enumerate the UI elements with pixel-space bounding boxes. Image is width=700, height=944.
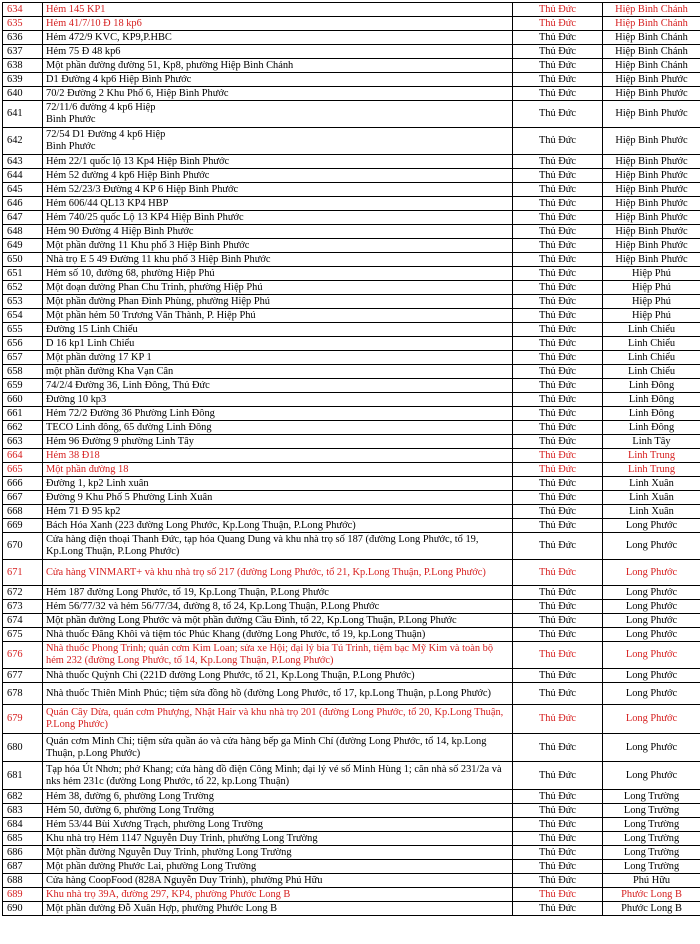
address-cell: Quán cơm Minh Chi; tiệm sửa quần áo và cửa hàng bếp ga Minh Chí (đường Long Phước, tổ 14, kp.Long Thuận, p.Long Phước) — [43, 734, 513, 762]
district-cell: Thủ Đức — [513, 449, 603, 463]
address-cell: một phần đường Kha Vạn Cân — [43, 365, 513, 379]
address-cell: Hẻm 52/23/3 Đường 4 KP 6 Hiệp Bình Phước — [43, 183, 513, 197]
table-row — [3, 705, 700, 734]
table-row — [3, 379, 700, 393]
address-cell: Hẻm số 10, đường 68, phường Hiệp Phú — [43, 267, 513, 281]
table-row — [3, 309, 700, 323]
district-cell: Thủ Đức — [513, 435, 603, 449]
district-cell: Thủ Đức — [513, 860, 603, 874]
address-cell: Một phần hẻm 50 Trương Văn Thành, P. Hiệp Phú — [43, 309, 513, 323]
table-row — [3, 860, 700, 874]
row-number: 651 — [3, 267, 43, 281]
address-cell: Nhà trọ E 5 49 Đường 11 khu phố 3 Hiệp Bình Phước — [43, 253, 513, 267]
address-cell: Một phần đường 11 Khu phố 3 Hiệp Bình Phước — [43, 239, 513, 253]
address-cell: Hẻm 53/44 Bùi Xương Trạch, phường Long Trường — [43, 818, 513, 832]
address-cell: Hẻm 187 đường Long Phước, tổ 19, Kp.Long Thuận, P.Long Phước — [43, 586, 513, 600]
row-number: 690 — [3, 902, 43, 916]
district-cell: Thủ Đức — [513, 281, 603, 295]
row-number: 637 — [3, 45, 43, 59]
ward-cell: Linh Chiểu — [603, 351, 700, 365]
district-cell: Thủ Đức — [513, 846, 603, 860]
district-cell: Thủ Đức — [513, 818, 603, 832]
ward-cell: Hiệp Bình Phước — [603, 197, 700, 211]
district-cell: Thủ Đức — [513, 683, 603, 705]
address-cell: Nhà thuốc Quỳnh Chi (221D đường Long Phước, tổ 21, Kp.Long Thuận, P.Long Phước) — [43, 669, 513, 683]
table-row — [3, 818, 700, 832]
ward-cell: Hiệp Bình Chánh — [603, 31, 700, 45]
ward-cell: Long Phước — [603, 628, 700, 642]
table-row — [3, 323, 700, 337]
ward-cell: Long Phước — [603, 683, 700, 705]
district-cell: Thủ Đức — [513, 225, 603, 239]
table-row — [3, 888, 700, 902]
ward-cell: Long Trường — [603, 804, 700, 818]
ward-cell: Long Trường — [603, 790, 700, 804]
table-row — [3, 734, 700, 762]
ward-cell: Linh Đông — [603, 421, 700, 435]
district-cell: Thủ Đức — [513, 705, 603, 734]
table-row — [3, 393, 700, 407]
row-number: 670 — [3, 533, 43, 560]
row-number: 661 — [3, 407, 43, 421]
ward-cell: Long Trường — [603, 818, 700, 832]
address-cell: Một phần đường Nguyễn Duy Trinh, phường Long Trường — [43, 846, 513, 860]
row-number: 646 — [3, 197, 43, 211]
row-number: 641 — [3, 101, 43, 128]
ward-cell: Phước Long B — [603, 902, 700, 916]
address-cell: Hẻm 606/44 QL13 KP4 HBP — [43, 197, 513, 211]
district-cell: Thủ Đức — [513, 183, 603, 197]
address-cell: D1 Đường 4 kp6 Hiệp Bình Phước — [43, 73, 513, 87]
district-cell: Thủ Đức — [513, 477, 603, 491]
address-cell: 70/2 Đường 2 Khu Phố 6, Hiệp Bình Phước — [43, 87, 513, 101]
district-cell: Thủ Đức — [513, 560, 603, 586]
ward-cell: Linh Chiểu — [603, 323, 700, 337]
ward-cell: Long Trường — [603, 846, 700, 860]
district-cell: Thủ Đức — [513, 614, 603, 628]
table-row — [3, 560, 700, 586]
table-row — [3, 463, 700, 477]
ward-cell: Hiệp Bình Phước — [603, 128, 700, 155]
table-row — [3, 87, 700, 101]
district-cell: Thủ Đức — [513, 491, 603, 505]
row-number: 680 — [3, 734, 43, 762]
row-number: 654 — [3, 309, 43, 323]
address-cell: Hẻm 22/1 quốc lộ 13 Kp4 Hiệp Bình Phước — [43, 155, 513, 169]
table-row — [3, 586, 700, 600]
ward-cell: Long Phước — [603, 762, 700, 790]
ward-cell: Linh Trung — [603, 449, 700, 463]
address-cell: Cửa hàng VINMART+ và khu nhà trọ số 217 (đường Long Phước, tổ 21, Kp.Long Thuận, P.Long Phước) — [43, 560, 513, 586]
row-number: 645 — [3, 183, 43, 197]
ward-cell: Hiệp Phú — [603, 295, 700, 309]
table-row — [3, 600, 700, 614]
row-number: 665 — [3, 463, 43, 477]
district-cell: Thủ Đức — [513, 351, 603, 365]
district-cell: Thủ Đức — [513, 874, 603, 888]
row-number: 652 — [3, 281, 43, 295]
row-number: 634 — [3, 3, 43, 17]
address-cell: Một phần đường 18 — [43, 463, 513, 477]
address-cell: Quán Cây Dừa, quán cơm Phượng, Nhật Hair và khu nhà trọ 201 (đường Long Phước, tổ 20, Kp.Long Thuận, P.Long Phước) — [43, 705, 513, 734]
district-cell: Thủ Đức — [513, 3, 603, 17]
district-cell: Thủ Đức — [513, 669, 603, 683]
table-row — [3, 669, 700, 683]
row-number: 668 — [3, 505, 43, 519]
row-number: 686 — [3, 846, 43, 860]
district-cell: Thủ Đức — [513, 832, 603, 846]
table-row — [3, 267, 700, 281]
ward-cell: Hiệp Phú — [603, 309, 700, 323]
district-cell: Thủ Đức — [513, 519, 603, 533]
ward-cell: Linh Đông — [603, 379, 700, 393]
address-cell: Một phần đường 17 KP 1 — [43, 351, 513, 365]
ward-cell: Linh Chiểu — [603, 365, 700, 379]
row-number: 662 — [3, 421, 43, 435]
address-cell: Hẻm 740/25 quốc Lộ 13 KP4 Hiệp Bình Phước — [43, 211, 513, 225]
address-cell: Đường 15 Linh Chiểu — [43, 323, 513, 337]
table-row — [3, 281, 700, 295]
address-cell: 74/2/4 Đường 36, Linh Đông, Thủ Đức — [43, 379, 513, 393]
address-cell: Một phần đường Long Phước và một phần đường Cầu Đình, tổ 22, Kp.Long Thuận, P.Long Phước — [43, 614, 513, 628]
table-row — [3, 169, 700, 183]
row-number: 682 — [3, 790, 43, 804]
ward-cell: Linh Xuân — [603, 477, 700, 491]
ward-cell: Hiệp Bình Chánh — [603, 3, 700, 17]
address-cell: Hẻm 472/9 KVC, KP9,P.HBC — [43, 31, 513, 45]
ward-cell: Linh Xuân — [603, 505, 700, 519]
table-row — [3, 790, 700, 804]
ward-cell: Phú Hữu — [603, 874, 700, 888]
district-cell: Thủ Đức — [513, 169, 603, 183]
district-cell: Thủ Đức — [513, 309, 603, 323]
address-cell: Hẻm 50, đường 6, phường Long Trường — [43, 804, 513, 818]
row-number: 681 — [3, 762, 43, 790]
district-cell: Thủ Đức — [513, 197, 603, 211]
address-cell: Hẻm 38 Đ18 — [43, 449, 513, 463]
ward-cell: Long Phước — [603, 669, 700, 683]
table-row — [3, 421, 700, 435]
table-row — [3, 101, 700, 128]
district-cell: Thủ Đức — [513, 59, 603, 73]
district-cell: Thủ Đức — [513, 379, 603, 393]
district-cell: Thủ Đức — [513, 505, 603, 519]
ward-cell: Linh Đông — [603, 407, 700, 421]
row-number: 635 — [3, 17, 43, 31]
address-cell: Một phần đường Phan Đình Phùng, phường Hiệp Phú — [43, 295, 513, 309]
ward-cell: Linh Đông — [603, 393, 700, 407]
table-row — [3, 183, 700, 197]
table-row — [3, 31, 700, 45]
table-row — [3, 804, 700, 818]
table-row — [3, 225, 700, 239]
row-number: 683 — [3, 804, 43, 818]
ward-cell: Long Trường — [603, 832, 700, 846]
district-cell: Thủ Đức — [513, 239, 603, 253]
ward-cell: Hiệp Bình Phước — [603, 101, 700, 128]
address-cell: Đường 9 Khu Phố 5 Phường Linh Xuân — [43, 491, 513, 505]
row-number: 687 — [3, 860, 43, 874]
ward-cell: Linh Tây — [603, 435, 700, 449]
table-row — [3, 762, 700, 790]
table-row — [3, 155, 700, 169]
address-cell: TECO Linh đông, 65 đường Linh Đông — [43, 421, 513, 435]
district-cell: Thủ Đức — [513, 337, 603, 351]
district-cell: Thủ Đức — [513, 295, 603, 309]
address-cell: 72/11/6 đường 4 kp6 Hiệp Bình Phước — [43, 101, 513, 128]
row-number: 671 — [3, 560, 43, 586]
district-cell: Thủ Đức — [513, 533, 603, 560]
ward-cell: Long Phước — [603, 734, 700, 762]
table-row — [3, 628, 700, 642]
table-row — [3, 519, 700, 533]
table-row — [3, 337, 700, 351]
row-number: 674 — [3, 614, 43, 628]
row-number: 663 — [3, 435, 43, 449]
district-cell: Thủ Đức — [513, 804, 603, 818]
table-row — [3, 614, 700, 628]
row-number: 672 — [3, 586, 43, 600]
row-number: 675 — [3, 628, 43, 642]
row-number: 667 — [3, 491, 43, 505]
address-cell: Nhà thuốc Phong Trinh; quán cơm Kim Loan; sửa xe Hội; đại lý bia Tú Trinh, tiệm bạc Mỹ Kim và toàn bộ hẻm 232 (đường Long Phước, tổ 14, Kp.Long Thuận, P.Long Phước) — [43, 642, 513, 669]
table-row — [3, 505, 700, 519]
row-number: 677 — [3, 669, 43, 683]
table-row — [3, 211, 700, 225]
address-cell: Tạp hóa Út Nhơn; phở Khang; cửa hàng đồ điện Công Minh; đại lý vé số Minh Hùng 1; căn nhà số 231/2a và nks hẻm 231c (đường Long Phước, tổ 22, kp.Long Thuận) — [43, 762, 513, 790]
address-cell: Hẻm 52 đường 4 kp6 Hiệp Bình Phước — [43, 169, 513, 183]
address-cell: Một phần đường đường 51, Kp8, phường Hiệp Bình Chánh — [43, 59, 513, 73]
ward-cell: Hiệp Bình Phước — [603, 253, 700, 267]
address-cell: Bách Hóa Xanh (223 đường Long Phước, Kp.Long Thuận, P.Long Phước) — [43, 519, 513, 533]
ward-cell: Long Phước — [603, 519, 700, 533]
ward-cell: Linh Trung — [603, 463, 700, 477]
address-cell: Một đoạn đường Phan Chu Trinh, phường Hiệp Phú — [43, 281, 513, 295]
district-cell: Thủ Đức — [513, 73, 603, 87]
table-row — [3, 17, 700, 31]
address-cell: Cửa hàng điện thoại Thanh Đức, tạp hóa Quang Dung và khu nhà trọ số 187 (đường Long Phước, tổ 19, Kp.Long Thuận, P.Long Phước) — [43, 533, 513, 560]
ward-cell: Hiệp Phú — [603, 281, 700, 295]
district-cell: Thủ Đức — [513, 586, 603, 600]
district-cell: Thủ Đức — [513, 17, 603, 31]
district-cell: Thủ Đức — [513, 421, 603, 435]
address-cell: Hẻm 71 Đ 95 kp2 — [43, 505, 513, 519]
table-body — [3, 3, 700, 916]
district-cell: Thủ Đức — [513, 463, 603, 477]
table-row — [3, 683, 700, 705]
address-cell: Hẻm 96 Đường 9 phường Linh Tây — [43, 435, 513, 449]
district-cell: Thủ Đức — [513, 762, 603, 790]
ward-cell: Long Phước — [603, 533, 700, 560]
address-cell: Hẻm 145 KP1 — [43, 3, 513, 17]
row-number: 676 — [3, 642, 43, 669]
district-cell: Thủ Đức — [513, 642, 603, 669]
table-row — [3, 874, 700, 888]
row-number: 647 — [3, 211, 43, 225]
address-cell: Nhà thuốc Thiên Minh Phúc; tiệm sửa đồng hồ (đường Long Phước, tổ 17, kp.Long Thuận, p.Long Phước) — [43, 683, 513, 705]
row-number: 653 — [3, 295, 43, 309]
row-number: 642 — [3, 128, 43, 155]
ward-cell: Hiệp Bình Chánh — [603, 59, 700, 73]
row-number: 649 — [3, 239, 43, 253]
address-cell: Đường 1, kp2 Linh xuân — [43, 477, 513, 491]
table-row — [3, 295, 700, 309]
district-cell: Thủ Đức — [513, 790, 603, 804]
ward-cell: Long Phước — [603, 600, 700, 614]
district-cell: Thủ Đức — [513, 600, 603, 614]
row-number: 638 — [3, 59, 43, 73]
address-cell: Khu nhà trọ Hẻm 1147 Nguyễn Duy Trinh, phường Long Trường — [43, 832, 513, 846]
address-cell: Hẻm 72/2 Đường 36 Phường Linh Đông — [43, 407, 513, 421]
ward-cell: Hiệp Bình Chánh — [603, 17, 700, 31]
row-number: 660 — [3, 393, 43, 407]
ward-cell: Long Trường — [603, 860, 700, 874]
row-number: 655 — [3, 323, 43, 337]
district-cell: Thủ Đức — [513, 393, 603, 407]
address-cell: Một phần đường Phước Lai, phường Long Trường — [43, 860, 513, 874]
row-number: 688 — [3, 874, 43, 888]
ward-cell: Hiệp Bình Phước — [603, 211, 700, 225]
row-number: 678 — [3, 683, 43, 705]
district-cell: Thủ Đức — [513, 888, 603, 902]
table-row — [3, 449, 700, 463]
ward-cell: Long Phước — [603, 560, 700, 586]
row-number: 666 — [3, 477, 43, 491]
district-cell: Thủ Đức — [513, 253, 603, 267]
ward-cell: Hiệp Bình Phước — [603, 183, 700, 197]
district-cell: Thủ Đức — [513, 902, 603, 916]
ward-cell: Long Phước — [603, 614, 700, 628]
table-row — [3, 407, 700, 421]
district-cell: Thủ Đức — [513, 734, 603, 762]
row-number: 659 — [3, 379, 43, 393]
table-row — [3, 365, 700, 379]
address-cell: Hẻm 90 Đường 4 Hiệp Bình Phước — [43, 225, 513, 239]
table-row — [3, 197, 700, 211]
address-cell: Khu nhà trọ 39A, đường 297, KP4, phường Phước Long B — [43, 888, 513, 902]
table-row — [3, 642, 700, 669]
district-cell: Thủ Đức — [513, 628, 603, 642]
row-number: 644 — [3, 169, 43, 183]
address-cell: Hẻm 41/7/10 Đ 18 kp6 — [43, 17, 513, 31]
row-number: 669 — [3, 519, 43, 533]
row-number: 658 — [3, 365, 43, 379]
table-row — [3, 45, 700, 59]
address-cell: Một phần đường Đỗ Xuân Hợp, phường Phước Long B — [43, 902, 513, 916]
table-row — [3, 832, 700, 846]
ward-cell: Hiệp Bình Phước — [603, 73, 700, 87]
row-number: 650 — [3, 253, 43, 267]
row-number: 673 — [3, 600, 43, 614]
row-number: 640 — [3, 87, 43, 101]
ward-cell: Long Phước — [603, 642, 700, 669]
table-row — [3, 435, 700, 449]
row-number: 689 — [3, 888, 43, 902]
table-row — [3, 902, 700, 916]
district-cell: Thủ Đức — [513, 323, 603, 337]
table-row — [3, 533, 700, 560]
table-row — [3, 128, 700, 155]
row-number: 648 — [3, 225, 43, 239]
row-number: 679 — [3, 705, 43, 734]
covid-location-table — [2, 2, 700, 916]
row-number: 685 — [3, 832, 43, 846]
address-cell: Hẻm 56/77/32 và hẻm 56/77/34, đường 8, tổ 24, Kp.Long Thuận, P.Long Phước — [43, 600, 513, 614]
table-row — [3, 253, 700, 267]
ward-cell: Phước Long B — [603, 888, 700, 902]
ward-cell: Long Phước — [603, 705, 700, 734]
ward-cell: Linh Chiểu — [603, 337, 700, 351]
district-cell: Thủ Đức — [513, 211, 603, 225]
address-cell: Đường 10 kp3 — [43, 393, 513, 407]
district-cell: Thủ Đức — [513, 407, 603, 421]
row-number: 636 — [3, 31, 43, 45]
address-cell: D 16 kp1 Linh Chiểu — [43, 337, 513, 351]
row-number: 639 — [3, 73, 43, 87]
table-row — [3, 3, 700, 17]
district-cell: Thủ Đức — [513, 365, 603, 379]
table-row — [3, 846, 700, 860]
address-cell: Hẻm 75 Đ 48 kp6 — [43, 45, 513, 59]
district-cell: Thủ Đức — [513, 155, 603, 169]
row-number: 664 — [3, 449, 43, 463]
ward-cell: Hiệp Bình Phước — [603, 239, 700, 253]
table-row — [3, 73, 700, 87]
table-row — [3, 491, 700, 505]
ward-cell: Hiệp Bình Phước — [603, 225, 700, 239]
row-number: 643 — [3, 155, 43, 169]
table-row — [3, 59, 700, 73]
table-row — [3, 239, 700, 253]
row-number: 657 — [3, 351, 43, 365]
ward-cell: Long Phước — [603, 586, 700, 600]
district-cell: Thủ Đức — [513, 45, 603, 59]
district-cell: Thủ Đức — [513, 128, 603, 155]
address-cell: 72/54 D1 Đường 4 kp6 Hiệp Bình Phước — [43, 128, 513, 155]
district-cell: Thủ Đức — [513, 267, 603, 281]
ward-cell: Hiệp Bình Phước — [603, 87, 700, 101]
table-row — [3, 477, 700, 491]
ward-cell: Hiệp Phú — [603, 267, 700, 281]
district-cell: Thủ Đức — [513, 87, 603, 101]
district-cell: Thủ Đức — [513, 101, 603, 128]
district-cell: Thủ Đức — [513, 31, 603, 45]
ward-cell: Hiệp Bình Phước — [603, 155, 700, 169]
address-cell: Cửa hàng CoopFood (828A Nguyễn Duy Trinh), phường Phú Hữu — [43, 874, 513, 888]
address-cell: Hẻm 38, đường 6, phường Long Trường — [43, 790, 513, 804]
ward-cell: Linh Xuân — [603, 491, 700, 505]
row-number: 656 — [3, 337, 43, 351]
table-row — [3, 351, 700, 365]
row-number: 684 — [3, 818, 43, 832]
ward-cell: Hiệp Bình Phước — [603, 169, 700, 183]
ward-cell: Hiệp Bình Chánh — [603, 45, 700, 59]
address-cell: Nhà thuốc Đăng Khôi và tiệm tóc Phúc Khang (đường Long Phước, tổ 19, kp.Long Thuận) — [43, 628, 513, 642]
